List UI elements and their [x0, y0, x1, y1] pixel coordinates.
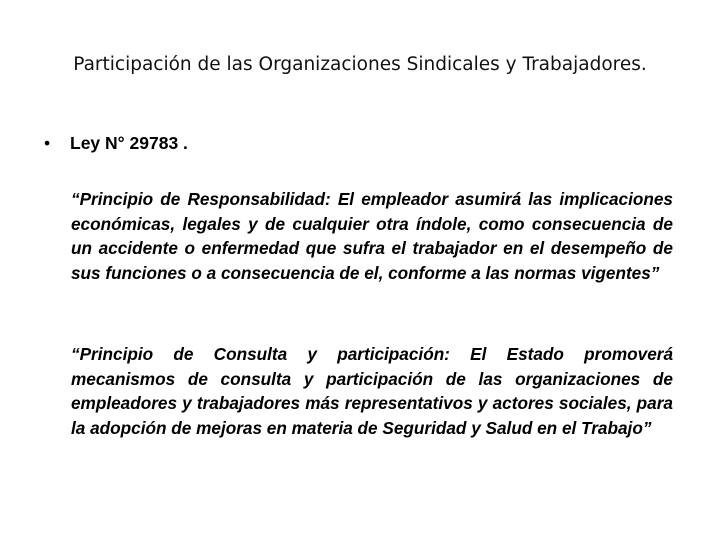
- bullet-item-law: [44, 133, 188, 154]
- slide-title: Participación de las Organizaciones Sindicales y Trabajadores.: [73, 54, 647, 75]
- bullet-text: Ley N° 29783 .: [70, 133, 188, 153]
- bullet-marker: •: [44, 133, 51, 153]
- quote-responsabilidad: “Principio de Responsabilidad: El empleador asumirá las implicaciones económicas, legales y de cualquier otra índole, como consecuencia de un accidente o enfermedad que sufra el trabajador en el desempeño de sus funciones o a consecuencia de el, conforme a las normas vigentes”: [71, 189, 673, 283]
- quote-consulta-participacion: “Principio de Consulta y participación: El Estado promoverá mecanismos de consulta y participación de las organizaciones de empleadores y trabajadores más representativos y actores sociales, para la adopción de mejoras en materia de Seguridad y Salud en el Trabajo”: [71, 344, 673, 438]
